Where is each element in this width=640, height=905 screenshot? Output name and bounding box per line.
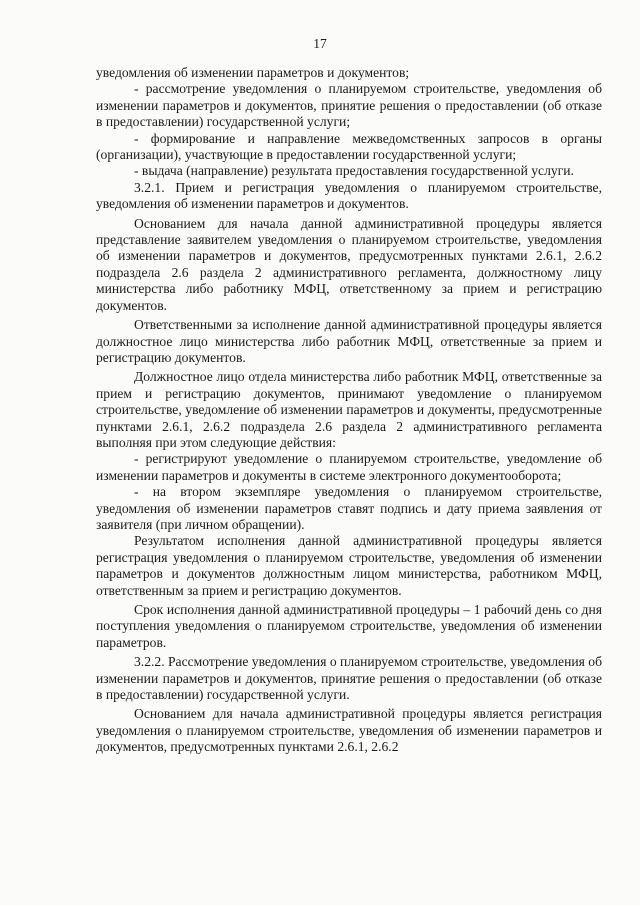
section-heading: 3.2.2. Рассмотрение уведомления о планируемом строительстве, уведомления об изменении параметров и документов, принятие решения о предоставлении (об отказе в предоставлении) государственной услуги. xyxy=(96,654,602,703)
paragraph: Основанием для начала данной административной процедуры является представление заявителем уведомления о планируемом строительстве, уведомления об изменении параметров и документов, предусмотренных пунктами 2.6.1, 2.6.2 подраздела 2.6 раздела 2 административного регламента, должностному лицу министерства либо работнику МФЦ, ответственному за прием и регистрацию документов. xyxy=(96,215,602,313)
paragraph: Основанием для начала административной процедуры является регистрация уведомления о планируемом строительстве, уведомления об изменении параметров и документов, предусмотренных пунктами 2.6.1, 2.6.2 xyxy=(96,706,602,755)
paragraph: уведомления об изменении параметров и документов; xyxy=(96,65,410,80)
paragraph: Ответственными за исполнение данной административной процедуры является должностное лицо министерства либо работник МФЦ, ответственные за прием и регистрацию документов. xyxy=(96,317,602,365)
page-number: 17 xyxy=(313,36,327,51)
paragraph: - формирование и направление межведомственных запросов в органы (организации), участвующие в предоставлении государственной услуги; xyxy=(96,130,602,163)
document-body xyxy=(96,65,602,756)
paragraph: Должностное лицо отдела министерства либо работник МФЦ, ответственные за прием и регистрацию документов, принимают уведомление о планируемом строительстве, уведомление об изменении параметров и документы, предусмотренные пунктами 2.6.1, 2.6.2 подраздела 2.6 раздела 2 административного регламента выполняя при этом следующие действия: xyxy=(96,369,602,450)
paragraph: - на втором экземпляре уведомления о планируемом строительстве, уведомления об изменении параметров ставят подпись и дату приема заявления от заявителя (при личном обращении). xyxy=(96,484,602,532)
paragraph: - регистрируют уведомление о планируемом строительстве, уведомление об изменении параметров и документы в системе электронного документооборота; xyxy=(96,451,602,483)
paragraph: - выдача (направление) результата предоставления государственной услуги. xyxy=(134,163,574,179)
paragraph: - рассмотрение уведомления о планируемом строительстве, уведомления об изменении параметров и документов, принятие решения о предоставлении (об отказе в предоставлении) государственной услуги; xyxy=(96,81,602,130)
section-heading: 3.2.1. Прием и регистрация уведомления о планируемом строительстве, уведомления об изменении параметров и документов. xyxy=(96,179,602,212)
paragraph: Результатом исполнения данной административной процедуры является регистрация уведомления о планируемом строительстве, уведомления об изменении параметров и документов должностным лицом министерства, работником МФЦ, ответственным за прием и регистрацию документов. xyxy=(96,533,602,598)
paragraph: Срок исполнения данной административной процедуры – 1 рабочий день со дня поступления уведомления о планируемом строительстве, уведомления об изменении параметров. xyxy=(96,602,602,650)
